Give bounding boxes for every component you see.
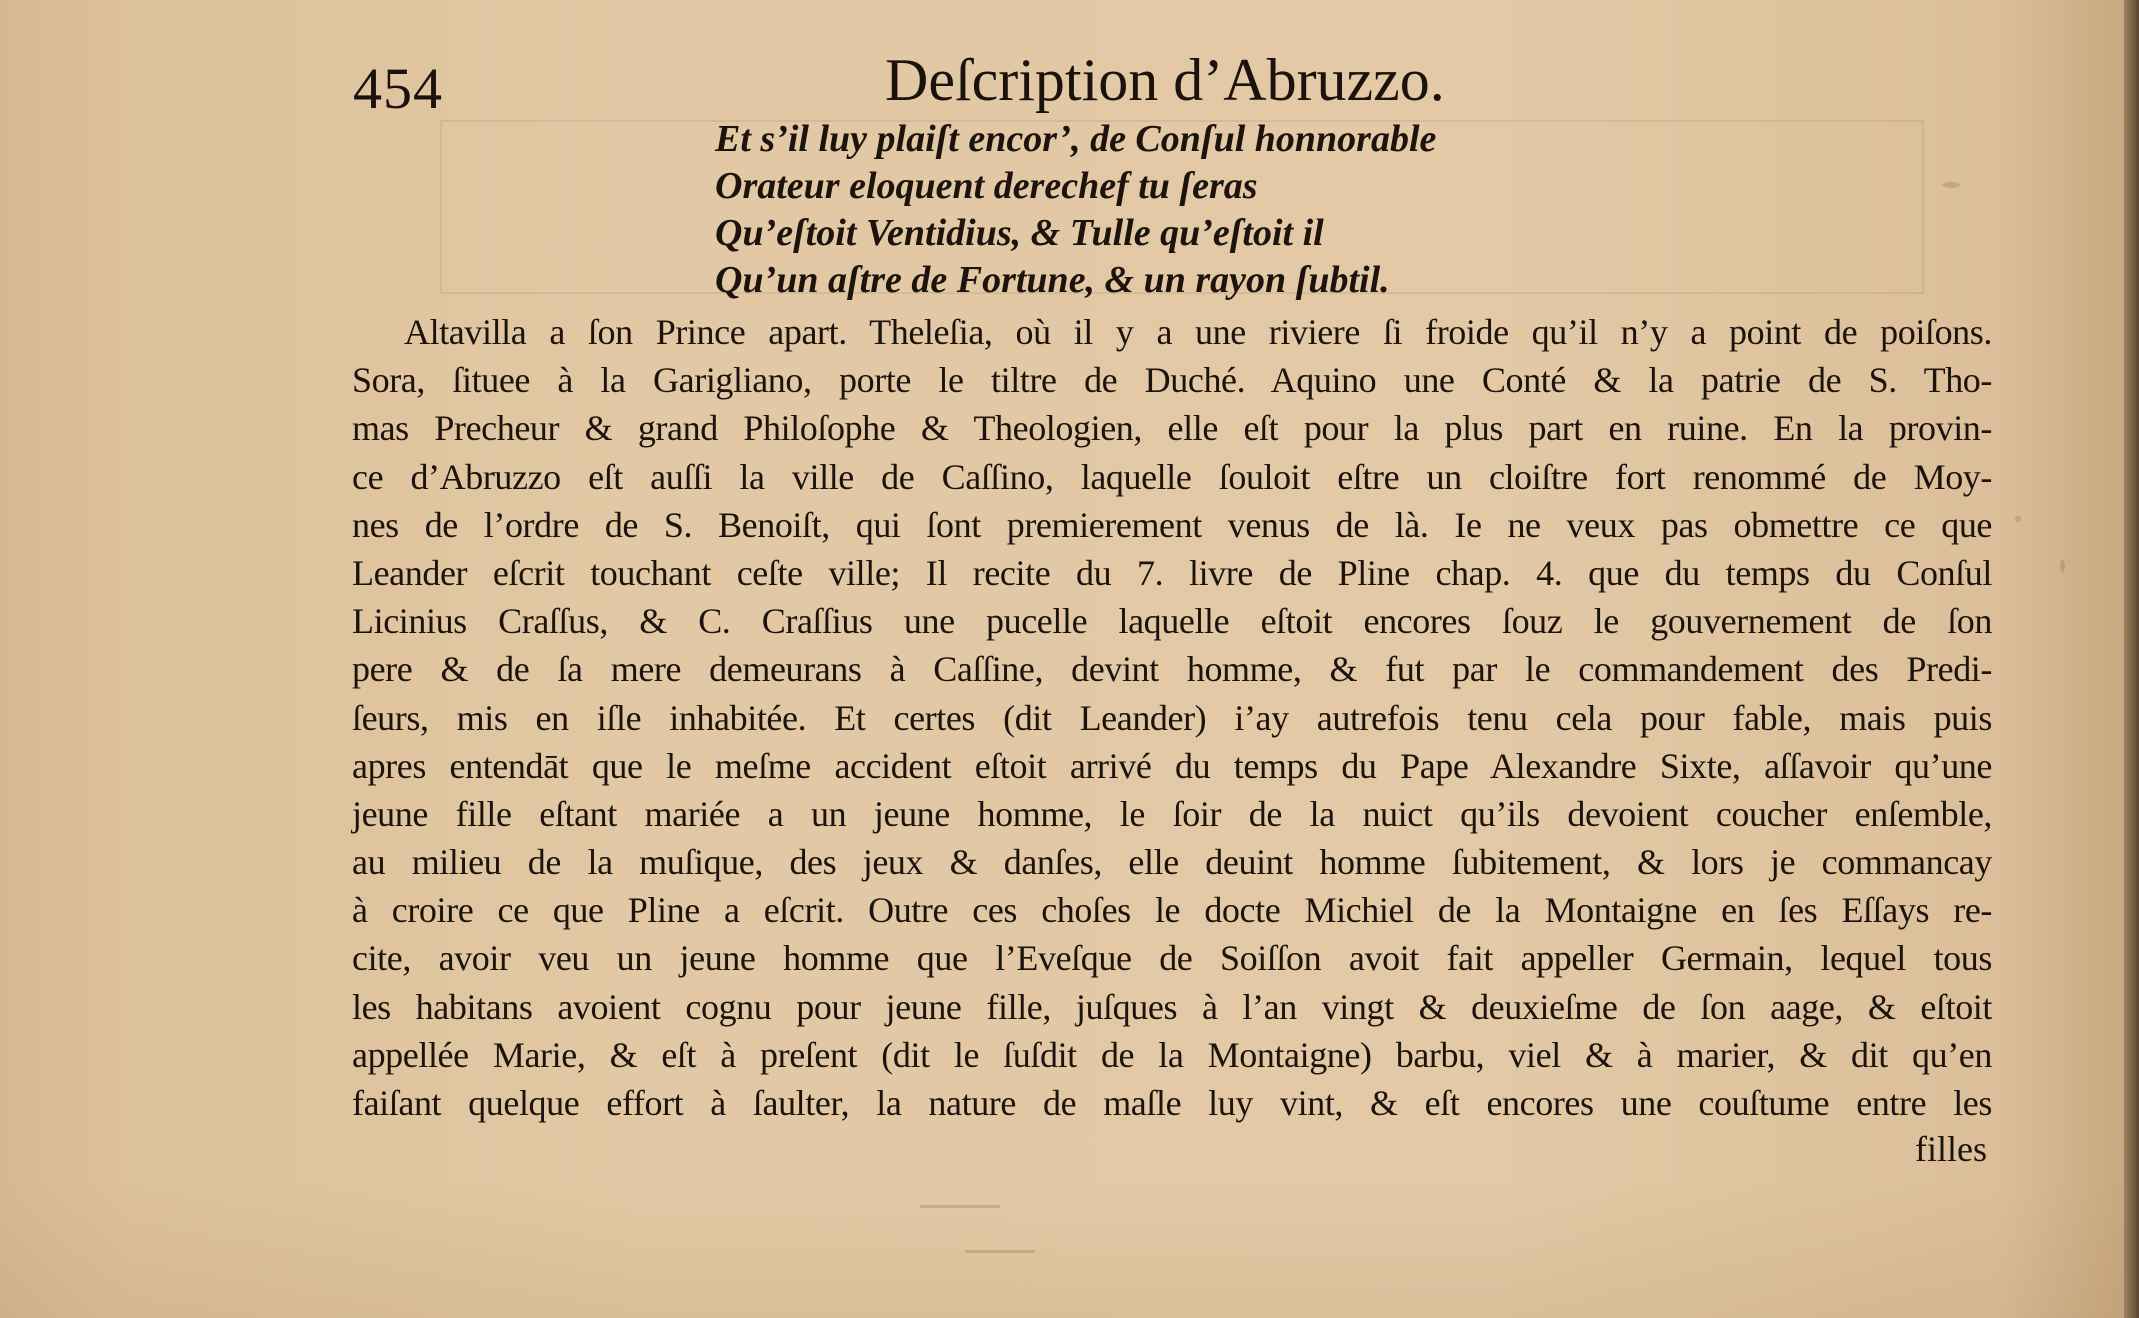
text-line: apres entendāt que le meſme accident eſtoit arrivé du temps du Pape Alexandre Sixte, aſſavoir qu’une — [352, 745, 1992, 786]
ink-speck — [2015, 516, 2021, 522]
text-line: Leander eſcrit touchant ceſte ville; Il recite du 7. livre de Pline chap. 4. que du temps du Conſul — [352, 552, 1992, 593]
text-line: Altavilla a ſon Prince apart. Theleſia, où il y a une riviere ſi froide qu’il n’y a point de poiſons. — [404, 312, 1992, 352]
text-line: jeune fille eſtant mariée a un jeune homme, le ſoir de la nuict qu’ils devoient coucher enſemble, — [352, 793, 1992, 834]
body-paragraph — [352, 308, 1992, 1127]
running-title: Deſcription d’Abruzzo. — [885, 47, 1445, 113]
text-line: les habitans avoient cognu pour jeune fille, juſques à l’an vingt & deuxieſme de ſon aage, & eſtoit — [352, 986, 1992, 1027]
verse-line: Qu’un aſtre de Fortune, & un rayon ſubtil. — [715, 259, 1390, 301]
text-line: Sora, ſituee à la Garigliano, porte le tiltre de Duché. Aquino une Conté & la patrie de S. Tho- — [352, 360, 1992, 401]
ink-speck — [2060, 560, 2065, 572]
text-line: nes de l’ordre de S. Benoiſt, qui ſont premierement venus de là. Ie ne veux pas obmettre ce que — [352, 504, 1992, 545]
text-line: Licinius Craſſus, & C. Craſſius une pucelle laquelle eſtoit encores ſouz le gouvernement de ſon — [352, 601, 1992, 642]
page-number: 454 — [353, 56, 443, 121]
text-line: ſeurs, mis en iſle inhabitée. Et certes (dit Leander) i’ay autrefois tenu cela pour fable, mais puis — [352, 697, 1992, 738]
verse-line: Orateur eloquent derechef tu ſeras — [715, 165, 1258, 207]
text-line: appellée Marie, & eſt à preſent (dit le ſuſdit de la Montaigne) barbu, viel & à marier, & dit qu’en — [352, 1034, 1992, 1075]
text-line: ce d’Abruzzo eſt auſſi la ville de Caſſino, laquelle ſouloit eſtre un cloiſtre fort renommé de Moy- — [352, 456, 1992, 497]
text-line: faiſant quelque effort à ſaulter, la nature de maſle luy vint, & eſt encores une couſtume entre les — [352, 1083, 1992, 1123]
text-line: pere & de ſa mere demeurans à Caſſine, devint homme, & fut par le commandement des Predi- — [352, 649, 1992, 690]
text-line: mas Precheur & grand Philoſophe & Theologien, elle eſt pour la plus part en ruine. En la provin- — [352, 408, 1992, 449]
text-line: cite, avoir veu un jeune homme que l’Eveſque de Soiſſon avoit fait appeller Germain, lequel tous — [352, 938, 1992, 979]
verse-block — [715, 116, 1436, 304]
page-shadow — [0, 1180, 2124, 1318]
ink-speck — [1942, 182, 1960, 188]
text-line: au milieu de la muſique, des jeux & danſes, elle deuint homme ſubitement, & lors je commancay — [352, 842, 1992, 883]
page-edge — [2124, 0, 2139, 1318]
verse-line: Qu’eſtoit Ventidius, & Tulle qu’eſtoit il — [715, 212, 1324, 254]
text-line: à croire ce que Pline a eſcrit. Outre ces choſes le docte Michiel de la Montaigne en ſes Eſſays re- — [352, 890, 1992, 931]
verse-line: Et s’il luy plaiſt encor’, de Conſul honnorable — [715, 118, 1437, 160]
catchword: filles — [1915, 1129, 1987, 1169]
